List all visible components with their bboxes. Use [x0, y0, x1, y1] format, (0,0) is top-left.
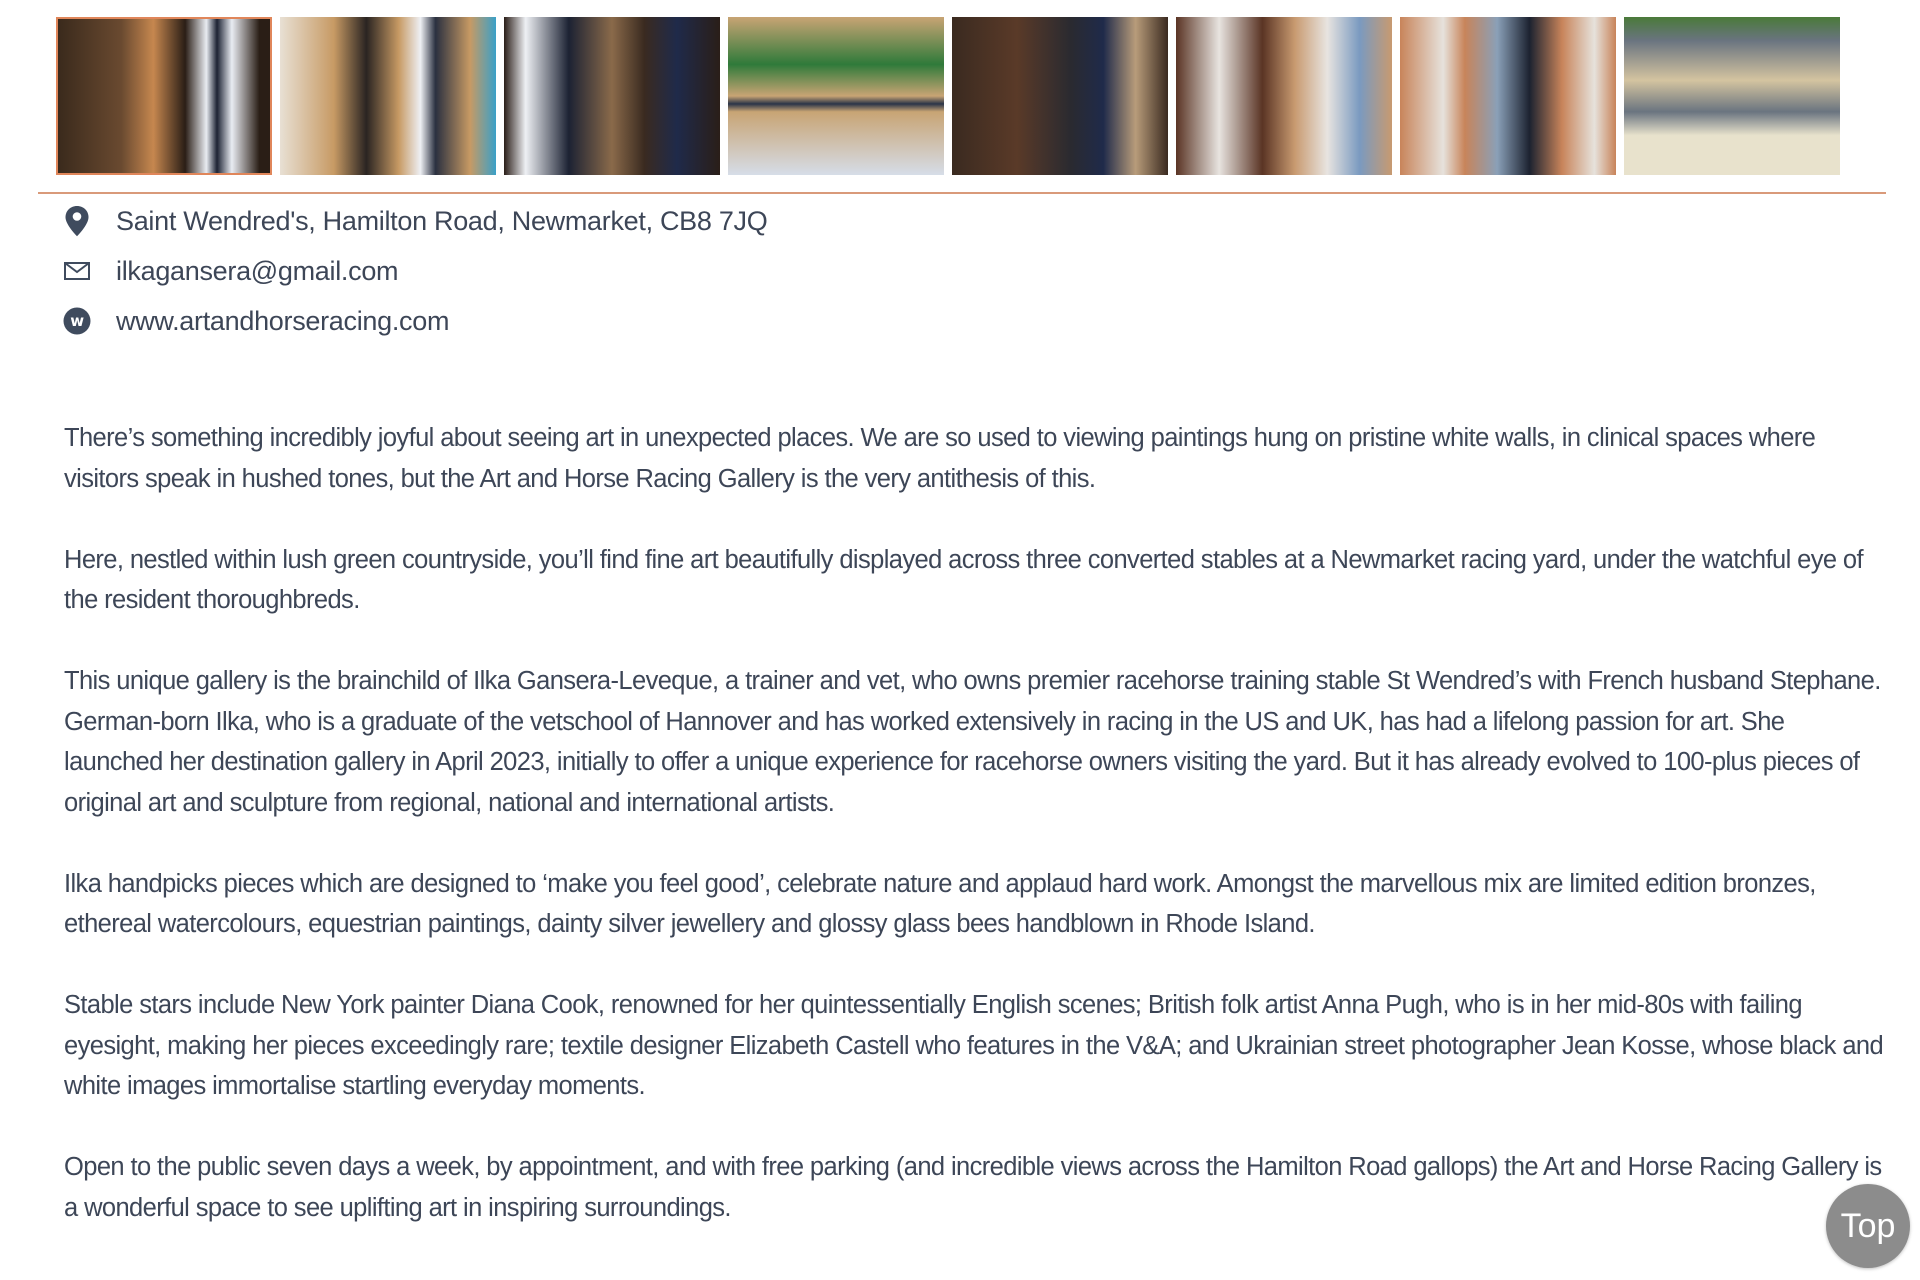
gallery-thumbnail-1[interactable]	[56, 17, 272, 175]
article-paragraph-4: Ilka handpicks pieces which are designed to ‘make you feel good’, celebrate nature and applaud hard work. Amongst the marvellous mix are limited edition bronzes, ethereal watercolours, equestrian paintings, dainty silver jewellery and glossy glass bees handblown in Rhode Island.	[64, 869, 1816, 938]
thumbnail-image	[1176, 17, 1392, 175]
thumbnail-image	[280, 17, 496, 175]
envelope-icon	[62, 256, 92, 286]
contact-address	[62, 196, 767, 246]
back-to-top-label: Top	[1840, 1206, 1896, 1245]
email-link[interactable]: ilkagansera@gmail.com	[116, 255, 399, 286]
article-paragraph-2: Here, nestled within lush green countryside, you’ll find fine art beautifully displayed across three converted stables at a Newmarket racing yard, under the watchful eye of the resident thoroughbreds.	[64, 545, 1863, 614]
gallery-thumbnail-4[interactable]	[728, 17, 944, 175]
map-pin-icon	[62, 206, 92, 236]
thumbnail-image	[952, 17, 1168, 175]
gallery-thumbnail-3[interactable]	[504, 17, 720, 175]
gallery-thumbnail-2[interactable]	[280, 17, 496, 175]
contact-website[interactable]	[62, 296, 767, 346]
photo-gallery-strip	[56, 17, 1840, 175]
gallery-thumbnail-6[interactable]	[1176, 17, 1392, 175]
thumbnail-image	[58, 19, 270, 173]
back-to-top-button[interactable]	[1826, 1184, 1910, 1268]
gallery-thumbnail-5[interactable]	[952, 17, 1168, 175]
section-divider	[38, 192, 1886, 194]
contact-email[interactable]	[62, 246, 767, 296]
thumbnail-image	[1624, 17, 1840, 175]
article-paragraph-3: This unique gallery is the brainchild of Ilka Gansera-Leveque, a trainer and vet, who owns premier racehorse training stable St Wendred’s with French husband Stephane. German-born Ilka, who is a graduate of the vetschool of Hannover and has worked extensively in racing in the US and UK, has had a lifelong passion for art. She launched her destination gallery in April 2023, initially to offer a unique experience for racehorse owners visiting the yard. But it has already evolved to 100-plus pieces of original art and sculpture from regional, national and international artists.	[64, 667, 1881, 817]
web-icon	[62, 306, 92, 336]
thumbnail-image	[728, 17, 944, 175]
article-paragraph-1: There’s something incredibly joyful about seeing art in unexpected places. We are so used to viewing paintings hung on pristine white walls, in clinical spaces where visitors speak in hushed tones, but the Art and Horse Racing Gallery is the very antithesis of this.	[64, 424, 1816, 493]
gallery-thumbnail-8[interactable]	[1624, 17, 1840, 175]
contact-details	[62, 196, 767, 346]
svg-text:w: w	[70, 312, 84, 330]
article-paragraph-5: Stable stars include New York painter Diana Cook, renowned for her quintessentially English scenes; British folk artist Anna Pugh, who is in her mid-80s with failing eyesight, making her pieces exceedingly rare; textile designer Elizabeth Castell who features in the V&A; and Ukrainian street photographer Jean Kosse, whose black and white images immortalise startling everyday moments.	[64, 991, 1884, 1100]
thumbnail-image	[504, 17, 720, 175]
thumbnail-image	[1400, 17, 1616, 175]
website-link[interactable]: www.artandhorseracing.com	[116, 305, 450, 336]
gallery-thumbnail-7[interactable]	[1400, 17, 1616, 175]
article-body	[64, 418, 1884, 1269]
address-text: Saint Wendred's, Hamilton Road, Newmarket, CB8 7JQ	[116, 205, 768, 236]
article-paragraph-6: Open to the public seven days a week, by appointment, and with free parking (and incredible views across the Hamilton Road gallops) the Art and Horse Racing Gallery is a wonderful space to see uplifting art in inspiring surroundings.	[64, 1153, 1882, 1222]
